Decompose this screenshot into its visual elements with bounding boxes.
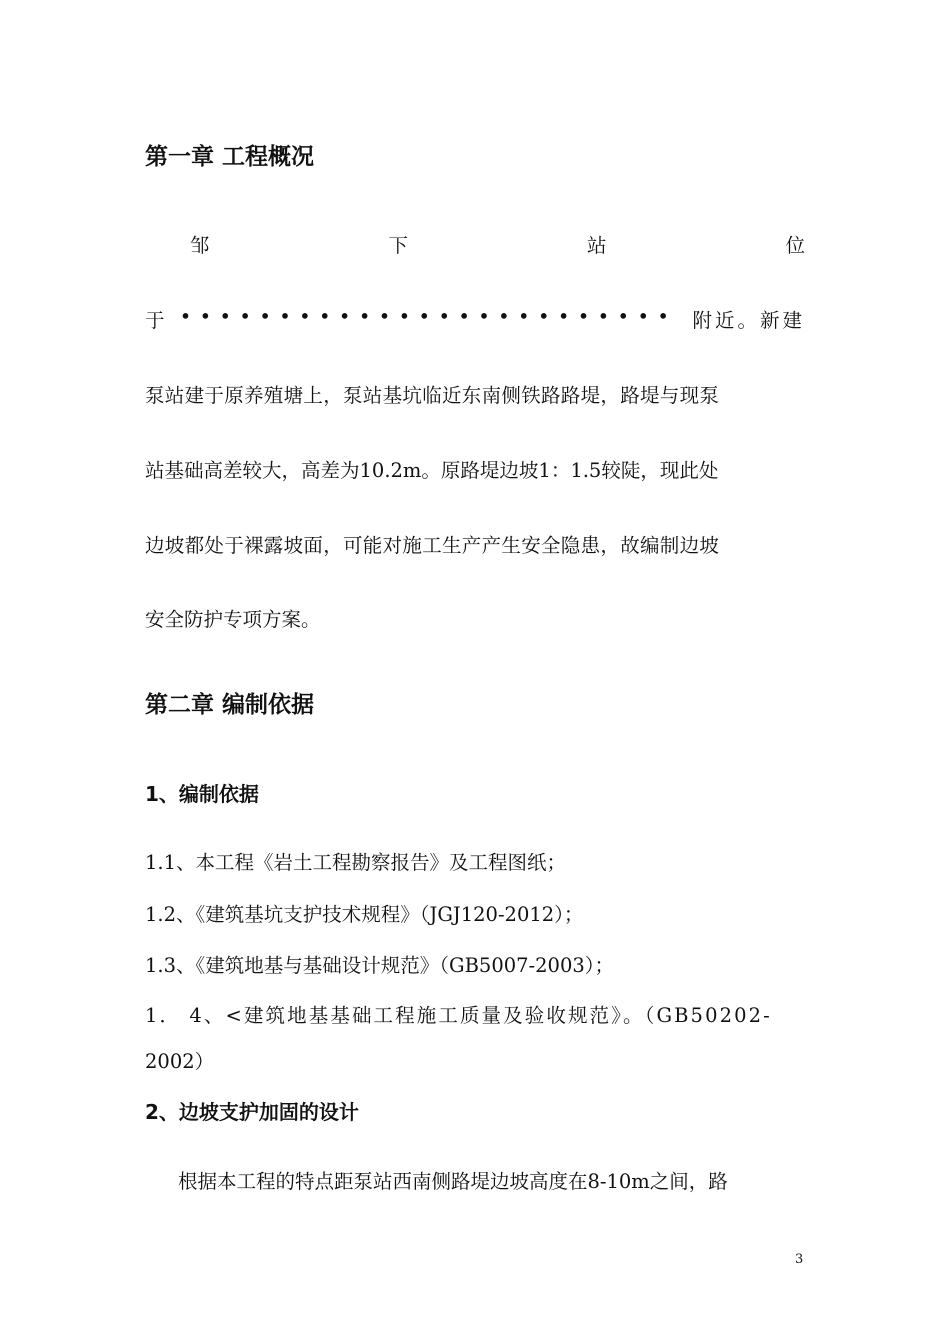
reference-item: 1.2、《建筑基坑支护技术规程》（JGJ120-2012）； xyxy=(145,903,584,926)
chapter1-para-line1 xyxy=(145,230,805,258)
reference-item: 1． 4、<建筑地基基础工程施工质量及验收规范》。（GB50202- xyxy=(145,1004,772,1027)
chapter1-para-line3: 泵站建于原养殖塘上，泵站基坑临近东南侧铁路路堤，路堤与现泵 xyxy=(145,384,720,407)
reference-item: 1.3、《建筑地基与基础设计规范》（GB5007-2003）； xyxy=(145,954,615,977)
line2-end: 附近。新建 xyxy=(692,309,805,332)
reference-item: 1.1、本工程《岩土工程勘察报告》及工程图纸； xyxy=(145,851,567,874)
spread-char: 位 xyxy=(785,234,805,257)
reference-item: 2002） xyxy=(145,1050,215,1073)
chapter2-title: 第二章 编制依据 xyxy=(145,692,315,718)
section2-title: 2、边坡支护加固的设计 xyxy=(145,1100,359,1124)
spread-char: 站 xyxy=(586,234,607,257)
chapter1-title: 第一章 工程概况 xyxy=(145,144,315,170)
ellipsis-dots: ••••••••••••••••••••••••• xyxy=(179,305,678,328)
section1-title: 1、编制依据 xyxy=(145,782,259,806)
chapter1-para-line2 xyxy=(145,305,805,333)
section2-para: 根据本工程的特点距泵站西南侧路堤边坡高度在8-10m之间，路 xyxy=(178,1170,728,1193)
page-number: 3 xyxy=(795,1252,804,1267)
chapter1-para-line5: 边坡都处于裸露坡面，可能对施工生产产生安全隐患，故编制边坡 xyxy=(145,534,720,557)
chapter1-para-line4: 站基础高差较大，高差为10.2m。原路堤边坡1：1.5较陡，现此处 xyxy=(145,459,719,482)
chapter1-para-line6: 安全防护专项方案。 xyxy=(145,608,321,631)
spread-char: 邹 xyxy=(190,234,210,257)
spread-char: 下 xyxy=(388,234,408,257)
line2-start: 于 xyxy=(145,309,165,332)
